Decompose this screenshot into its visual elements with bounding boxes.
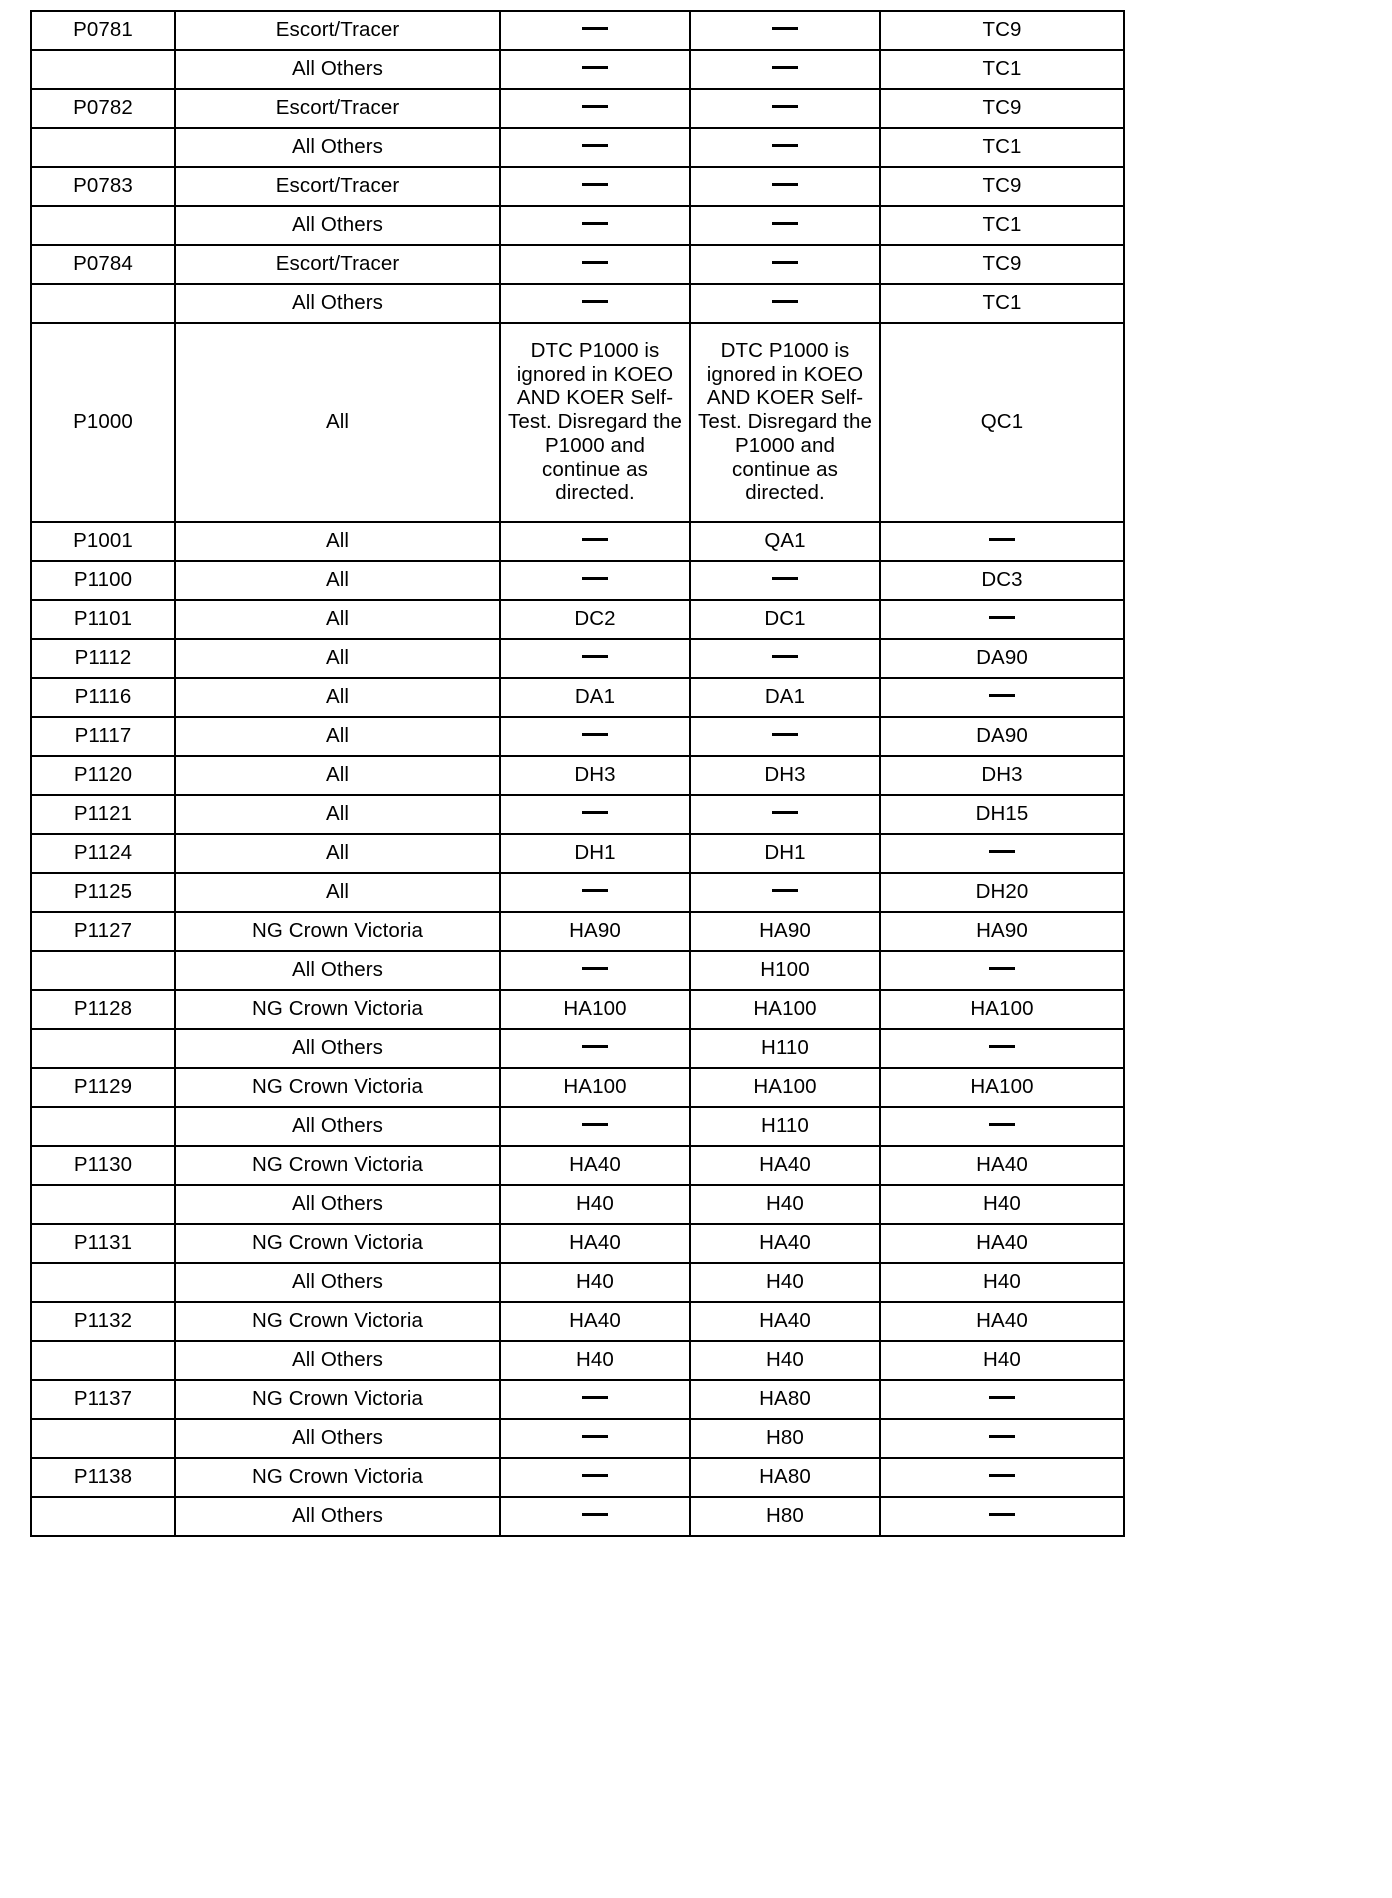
dash-mark [582, 655, 608, 658]
koeo-cell [500, 128, 690, 167]
table-row [31, 873, 1124, 912]
table-row [31, 1302, 1124, 1341]
application-cell: All Others [175, 1497, 500, 1536]
dash-mark [772, 27, 798, 30]
dtc-code-cell: P1000 [31, 323, 175, 522]
application-cell: All Others [175, 128, 500, 167]
continuous-memory-cell: QC1 [880, 323, 1124, 522]
dash-mark [772, 811, 798, 814]
koeo-cell: HA40 [500, 1146, 690, 1185]
table-row [31, 1107, 1124, 1146]
application-cell: All [175, 717, 500, 756]
dtc-code-cell: P1001 [31, 522, 175, 561]
koer-cell [690, 873, 880, 912]
koer-cell: H110 [690, 1107, 880, 1146]
koeo-cell [500, 1458, 690, 1497]
continuous-memory-cell: TC1 [880, 128, 1124, 167]
application-cell: All Others [175, 1029, 500, 1068]
koeo-cell: DTC P1000 is ignored in KOEO AND KOER Self-Test. Disregard the P1000 and continue as directed. [500, 323, 690, 522]
dash-mark [772, 144, 798, 147]
dash-mark [989, 1513, 1015, 1516]
koeo-cell: DH3 [500, 756, 690, 795]
table-row [31, 167, 1124, 206]
dtc-code-cell: P1101 [31, 600, 175, 639]
koer-cell: QA1 [690, 522, 880, 561]
koeo-cell: HA100 [500, 990, 690, 1029]
dash-mark [582, 300, 608, 303]
table-row [31, 678, 1124, 717]
koeo-cell: DH1 [500, 834, 690, 873]
continuous-memory-cell: DH15 [880, 795, 1124, 834]
koer-cell: HA40 [690, 1146, 880, 1185]
dash-mark [772, 66, 798, 69]
application-cell: All Others [175, 284, 500, 323]
dtc-code-cell: P1117 [31, 717, 175, 756]
continuous-memory-cell [880, 600, 1124, 639]
continuous-memory-cell: TC9 [880, 245, 1124, 284]
koer-cell [690, 639, 880, 678]
koer-cell: HA100 [690, 1068, 880, 1107]
table-row [31, 717, 1124, 756]
koeo-cell [500, 717, 690, 756]
table-row [31, 89, 1124, 128]
koeo-cell [500, 951, 690, 990]
dtc-code-cell: P0782 [31, 89, 175, 128]
koer-cell: DA1 [690, 678, 880, 717]
application-cell: All [175, 678, 500, 717]
koer-cell: HA40 [690, 1224, 880, 1263]
koer-cell: HA100 [690, 990, 880, 1029]
continuous-memory-cell: DA90 [880, 639, 1124, 678]
koer-cell: DH1 [690, 834, 880, 873]
dash-mark [772, 261, 798, 264]
continuous-memory-cell: DA90 [880, 717, 1124, 756]
table-row [31, 639, 1124, 678]
dash-mark [582, 811, 608, 814]
koeo-cell: DC2 [500, 600, 690, 639]
koer-cell: H80 [690, 1419, 880, 1458]
dtc-code-cell: P1129 [31, 1068, 175, 1107]
koeo-cell [500, 1029, 690, 1068]
application-cell: All [175, 834, 500, 873]
koer-cell: H110 [690, 1029, 880, 1068]
koer-cell: HA80 [690, 1380, 880, 1419]
continuous-memory-cell: TC9 [880, 89, 1124, 128]
koer-cell [690, 245, 880, 284]
table-row [31, 245, 1124, 284]
application-cell: All Others [175, 50, 500, 89]
continuous-memory-cell [880, 1380, 1124, 1419]
continuous-memory-cell: HA40 [880, 1224, 1124, 1263]
koer-cell: HA80 [690, 1458, 880, 1497]
continuous-memory-cell [880, 1458, 1124, 1497]
koeo-cell [500, 245, 690, 284]
table-row [31, 206, 1124, 245]
dtc-code-cell [31, 1497, 175, 1536]
table-row [31, 128, 1124, 167]
continuous-memory-cell [880, 834, 1124, 873]
continuous-memory-cell: HA40 [880, 1146, 1124, 1185]
application-cell: NG Crown Victoria [175, 912, 500, 951]
dtc-code-cell: P1131 [31, 1224, 175, 1263]
dtc-code-cell: P1116 [31, 678, 175, 717]
dash-mark [989, 1123, 1015, 1126]
dash-mark [582, 1045, 608, 1048]
koeo-cell: H40 [500, 1263, 690, 1302]
application-cell: All Others [175, 951, 500, 990]
table-row [31, 1497, 1124, 1536]
application-cell: All Others [175, 1263, 500, 1302]
dtc-code-cell [31, 951, 175, 990]
continuous-memory-cell: TC1 [880, 206, 1124, 245]
application-cell: All [175, 522, 500, 561]
application-cell: NG Crown Victoria [175, 1458, 500, 1497]
dash-mark [582, 1513, 608, 1516]
dash-mark [582, 967, 608, 970]
dash-mark [989, 694, 1015, 697]
koer-cell [690, 167, 880, 206]
continuous-memory-cell: DH20 [880, 873, 1124, 912]
continuous-memory-cell: HA100 [880, 990, 1124, 1029]
table-row [31, 1185, 1124, 1224]
dash-mark [582, 105, 608, 108]
dtc-code-cell: P1100 [31, 561, 175, 600]
koer-cell: DH3 [690, 756, 880, 795]
table-row [31, 284, 1124, 323]
table-row [31, 795, 1124, 834]
koer-cell: H40 [690, 1185, 880, 1224]
dtc-code-cell: P1124 [31, 834, 175, 873]
application-cell: Escort/Tracer [175, 11, 500, 50]
application-cell: All Others [175, 1341, 500, 1380]
dtc-code-cell: P1112 [31, 639, 175, 678]
continuous-memory-cell: TC1 [880, 50, 1124, 89]
koeo-cell [500, 561, 690, 600]
continuous-memory-cell [880, 1497, 1124, 1536]
koeo-cell [500, 639, 690, 678]
table-row [31, 1068, 1124, 1107]
koer-cell: DC1 [690, 600, 880, 639]
koeo-cell [500, 522, 690, 561]
dash-mark [582, 27, 608, 30]
table-row [31, 1419, 1124, 1458]
continuous-memory-cell: H40 [880, 1341, 1124, 1380]
dash-mark [582, 261, 608, 264]
table-row [31, 323, 1124, 522]
koer-cell: H40 [690, 1263, 880, 1302]
dtc-code-cell: P1130 [31, 1146, 175, 1185]
dtc-code-cell [31, 206, 175, 245]
koeo-cell [500, 1419, 690, 1458]
application-cell: All Others [175, 1419, 500, 1458]
dtc-code-cell: P0784 [31, 245, 175, 284]
dash-mark [989, 1435, 1015, 1438]
table-row [31, 834, 1124, 873]
application-cell: All Others [175, 206, 500, 245]
dash-mark [582, 1123, 608, 1126]
table-row [31, 600, 1124, 639]
koeo-cell [500, 1497, 690, 1536]
dash-mark [582, 144, 608, 147]
application-cell: Escort/Tracer [175, 167, 500, 206]
dtc-code-cell: P1120 [31, 756, 175, 795]
table-row [31, 1458, 1124, 1497]
table-row [31, 11, 1124, 50]
dtc-code-cell: P1121 [31, 795, 175, 834]
continuous-memory-cell: DC3 [880, 561, 1124, 600]
koeo-cell: H40 [500, 1341, 690, 1380]
dtc-code-cell [31, 1263, 175, 1302]
koer-cell: H40 [690, 1341, 880, 1380]
koeo-cell [500, 167, 690, 206]
dash-mark [582, 538, 608, 541]
koeo-cell [500, 795, 690, 834]
dtc-code-cell [31, 1107, 175, 1146]
application-cell: NG Crown Victoria [175, 1224, 500, 1263]
continuous-memory-cell: HA90 [880, 912, 1124, 951]
table-body [31, 11, 1124, 1536]
dash-mark [772, 183, 798, 186]
koeo-cell: DA1 [500, 678, 690, 717]
dtc-code-cell: P1125 [31, 873, 175, 912]
continuous-memory-cell: HA40 [880, 1302, 1124, 1341]
application-cell: All [175, 756, 500, 795]
dash-mark [772, 889, 798, 892]
application-cell: NG Crown Victoria [175, 1068, 500, 1107]
table-row [31, 1224, 1124, 1263]
dash-mark [582, 1474, 608, 1477]
table-row [31, 561, 1124, 600]
dtc-code-cell: P1127 [31, 912, 175, 951]
koeo-cell: HA90 [500, 912, 690, 951]
dtc-code-cell [31, 1185, 175, 1224]
koer-cell: DTC P1000 is ignored in KOEO AND KOER Self-Test. Disregard the P1000 and continue as directed. [690, 323, 880, 522]
continuous-memory-cell [880, 1419, 1124, 1458]
application-cell: NG Crown Victoria [175, 990, 500, 1029]
koeo-cell: HA40 [500, 1224, 690, 1263]
continuous-memory-cell: TC1 [880, 284, 1124, 323]
dash-mark [989, 850, 1015, 853]
dash-mark [582, 733, 608, 736]
koer-cell: HA90 [690, 912, 880, 951]
dtc-code-cell: P1132 [31, 1302, 175, 1341]
koeo-cell [500, 284, 690, 323]
koer-cell [690, 206, 880, 245]
application-cell: All [175, 873, 500, 912]
dash-mark [772, 300, 798, 303]
dash-mark [582, 1396, 608, 1399]
table-row [31, 1029, 1124, 1068]
dash-mark [582, 889, 608, 892]
dash-mark [989, 616, 1015, 619]
continuous-memory-cell [880, 678, 1124, 717]
dtc-code-cell: P1128 [31, 990, 175, 1029]
continuous-memory-cell [880, 1029, 1124, 1068]
dtc-code-cell [31, 1419, 175, 1458]
dtc-code-cell [31, 284, 175, 323]
application-cell: NG Crown Victoria [175, 1146, 500, 1185]
koeo-cell [500, 873, 690, 912]
dash-mark [989, 1045, 1015, 1048]
application-cell: NG Crown Victoria [175, 1380, 500, 1419]
dash-mark [989, 1396, 1015, 1399]
table-row [31, 756, 1124, 795]
continuous-memory-cell: H40 [880, 1263, 1124, 1302]
dtc-code-cell: P0781 [31, 11, 175, 50]
continuous-memory-cell [880, 951, 1124, 990]
dash-mark [772, 222, 798, 225]
dash-mark [582, 577, 608, 580]
continuous-memory-cell: TC9 [880, 167, 1124, 206]
table-row [31, 522, 1124, 561]
koer-cell: HA40 [690, 1302, 880, 1341]
application-cell: All [175, 639, 500, 678]
continuous-memory-cell: TC9 [880, 11, 1124, 50]
continuous-memory-cell [880, 522, 1124, 561]
koeo-cell [500, 50, 690, 89]
dtc-code-cell: P0783 [31, 167, 175, 206]
koeo-cell [500, 89, 690, 128]
dash-mark [989, 967, 1015, 970]
application-cell: Escort/Tracer [175, 89, 500, 128]
dash-mark [989, 538, 1015, 541]
table-row [31, 951, 1124, 990]
application-cell: All [175, 795, 500, 834]
koeo-cell: HA100 [500, 1068, 690, 1107]
dash-mark [582, 66, 608, 69]
koer-cell [690, 284, 880, 323]
koeo-cell [500, 1107, 690, 1146]
koer-cell [690, 50, 880, 89]
dtc-code-cell [31, 50, 175, 89]
koeo-cell: HA40 [500, 1302, 690, 1341]
application-cell: All [175, 561, 500, 600]
koer-cell: H80 [690, 1497, 880, 1536]
application-cell: All [175, 600, 500, 639]
dtc-reference-table [30, 10, 1125, 1537]
table-row [31, 1146, 1124, 1185]
koeo-cell [500, 206, 690, 245]
koer-cell [690, 561, 880, 600]
dtc-code-cell: P1138 [31, 1458, 175, 1497]
koer-cell [690, 128, 880, 167]
koer-cell: H100 [690, 951, 880, 990]
dtc-code-cell [31, 1029, 175, 1068]
table-row [31, 1263, 1124, 1302]
dash-mark [772, 655, 798, 658]
koer-cell [690, 795, 880, 834]
dtc-code-cell [31, 128, 175, 167]
continuous-memory-cell [880, 1107, 1124, 1146]
dash-mark [582, 222, 608, 225]
koer-cell [690, 717, 880, 756]
table-row [31, 1380, 1124, 1419]
dash-mark [772, 105, 798, 108]
application-cell: All Others [175, 1107, 500, 1146]
continuous-memory-cell: H40 [880, 1185, 1124, 1224]
continuous-memory-cell: HA100 [880, 1068, 1124, 1107]
dtc-code-cell: P1137 [31, 1380, 175, 1419]
dash-mark [989, 1474, 1015, 1477]
application-cell: NG Crown Victoria [175, 1302, 500, 1341]
koer-cell [690, 11, 880, 50]
dtc-code-cell [31, 1341, 175, 1380]
koeo-cell [500, 1380, 690, 1419]
koer-cell [690, 89, 880, 128]
table-row [31, 50, 1124, 89]
table-row [31, 990, 1124, 1029]
koeo-cell [500, 11, 690, 50]
continuous-memory-cell: DH3 [880, 756, 1124, 795]
table-row [31, 912, 1124, 951]
dash-mark [772, 733, 798, 736]
dash-mark [582, 183, 608, 186]
application-cell: Escort/Tracer [175, 245, 500, 284]
dash-mark [772, 577, 798, 580]
application-cell: All Others [175, 1185, 500, 1224]
koeo-cell: H40 [500, 1185, 690, 1224]
application-cell: All [175, 323, 500, 522]
table-row [31, 1341, 1124, 1380]
dash-mark [582, 1435, 608, 1438]
